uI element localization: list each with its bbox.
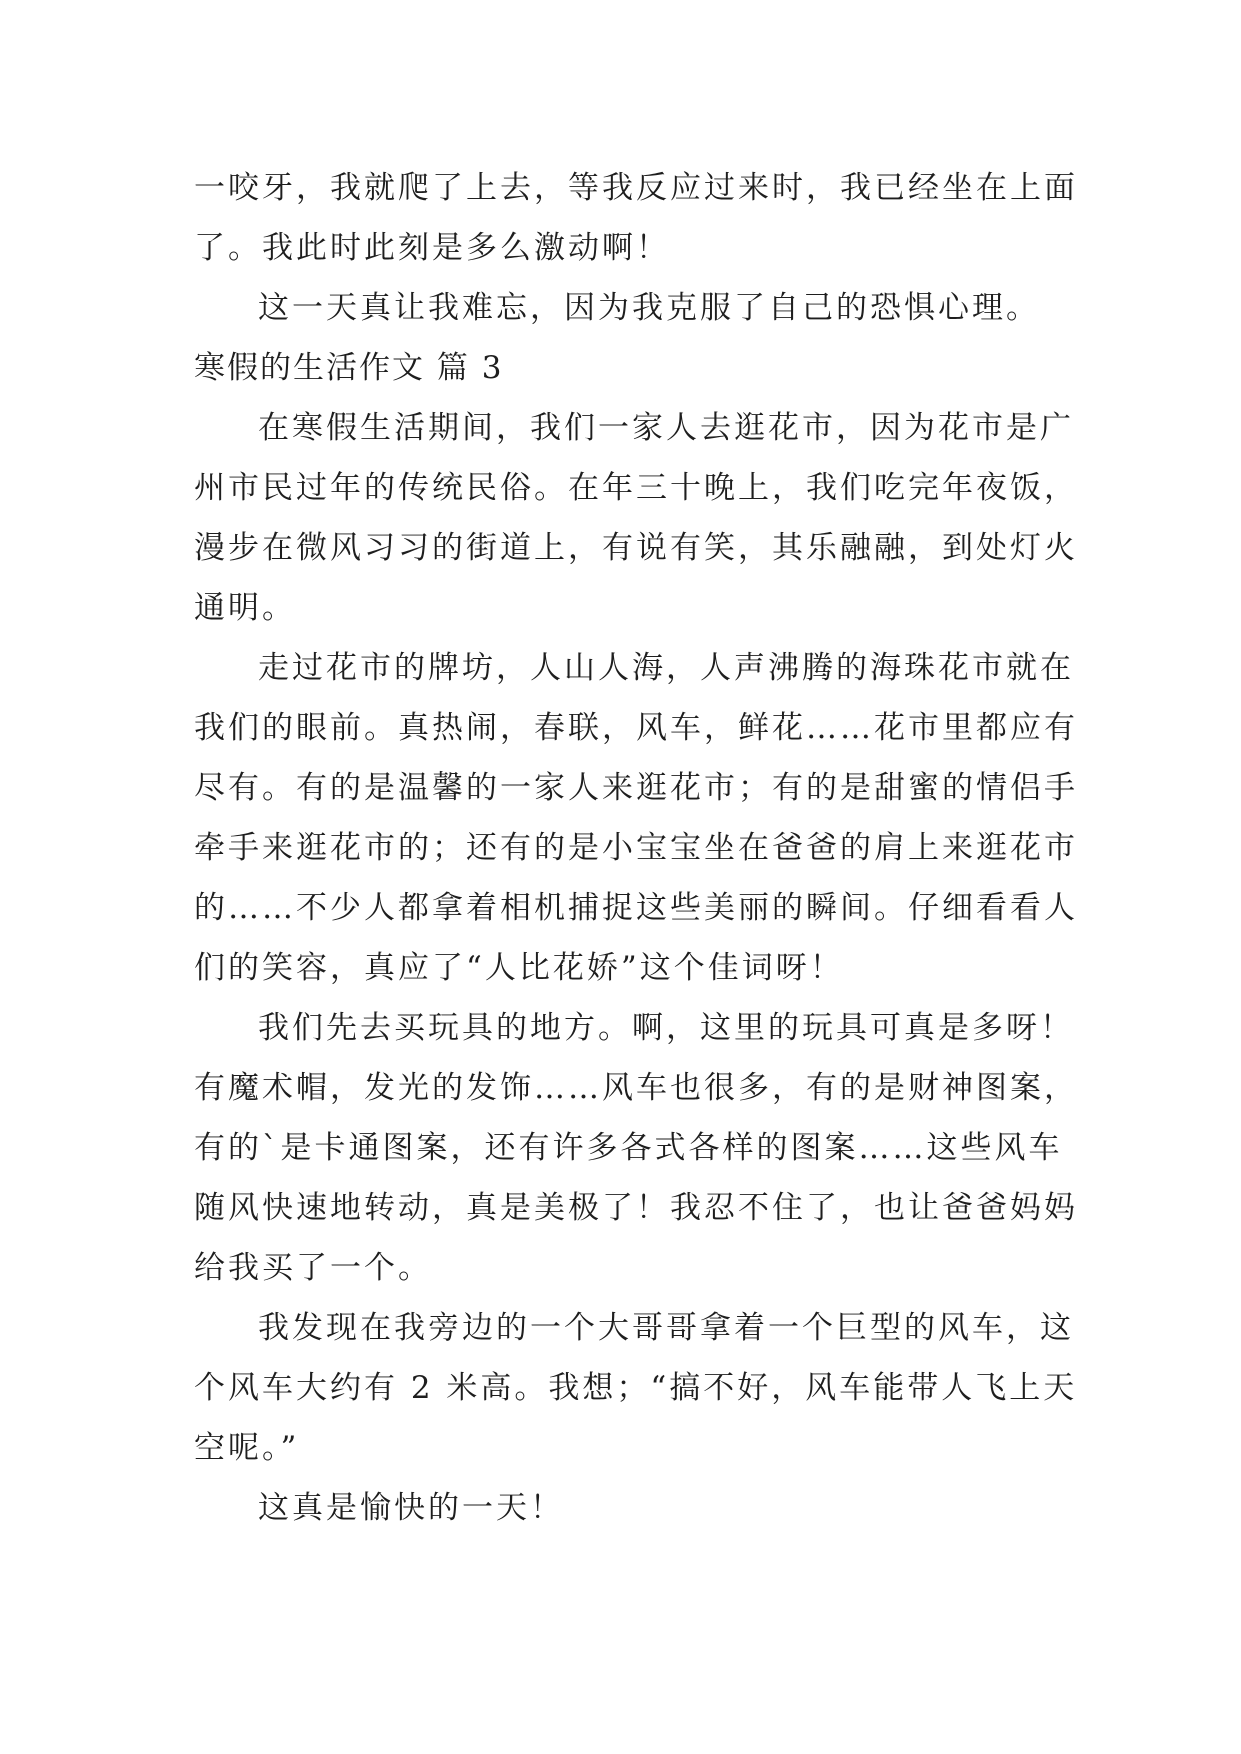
text-line: 漫步在微风习习的街道上，有说有笑，其乐融融，到处灯火 <box>194 530 1078 566</box>
text-line: 这一天真让我难忘，因为我克服了自己的恐惧心理。 <box>258 290 1040 326</box>
text-line: 们的笑容，真应了“人比花娇”这个佳词呀！ <box>194 950 844 986</box>
text-line: 牵手来逛花市的；还有的是小宝宝坐在爸爸的肩上来逛花市 <box>194 830 1078 866</box>
text-line: 通明。 <box>194 590 296 626</box>
section-heading: 寒假的生活作文 篇 3 <box>194 350 504 386</box>
text-line: 我们先去买玩具的地方。啊，这里的玩具可真是多呀！ <box>258 1010 1074 1046</box>
text-line: 了。我此时此刻是多么激动啊！ <box>194 230 670 266</box>
text-line: 在寒假生活期间，我们一家人去逛花市，因为花市是广 <box>258 410 1074 446</box>
text-line: 个风车大约有 2 米高。我想；“搞不好，风车能带人飞上天 <box>194 1370 1078 1406</box>
text-line: 有的`是卡通图案，还有许多各式各样的图案……这些风车 <box>194 1130 1063 1166</box>
text-line: 空呢。” <box>194 1430 300 1466</box>
text-line: 我们的眼前。真热闹，春联，风车，鲜花……花市里都应有 <box>194 710 1078 746</box>
document-body <box>194 158 1078 1538</box>
text-line: 我发现在我旁边的一个大哥哥拿着一个巨型的风车，这 <box>258 1310 1074 1346</box>
text-line: 有魔术帽，发光的发饰……风车也很多，有的是财神图案， <box>194 1070 1078 1106</box>
text-line: 给我买了一个。 <box>194 1250 432 1286</box>
text-line: 的……不少人都拿着相机捕捉这些美丽的瞬间。仔细看看人 <box>194 890 1078 926</box>
text-line: 这真是愉快的一天！ <box>258 1490 564 1526</box>
text-line: 尽有。有的是温馨的一家人来逛花市；有的是甜蜜的情侣手 <box>194 770 1078 806</box>
text-line: 州市民过年的传统民俗。在年三十晚上，我们吃完年夜饭， <box>194 470 1078 506</box>
text-line: 随风快速地转动，真是美极了！我忍不住了，也让爸爸妈妈 <box>194 1190 1078 1226</box>
text-line: 一咬牙，我就爬了上去，等我反应过来时，我已经坐在上面 <box>194 170 1078 206</box>
text-line: 走过花市的牌坊，人山人海，人声沸腾的海珠花市就在 <box>258 650 1074 686</box>
